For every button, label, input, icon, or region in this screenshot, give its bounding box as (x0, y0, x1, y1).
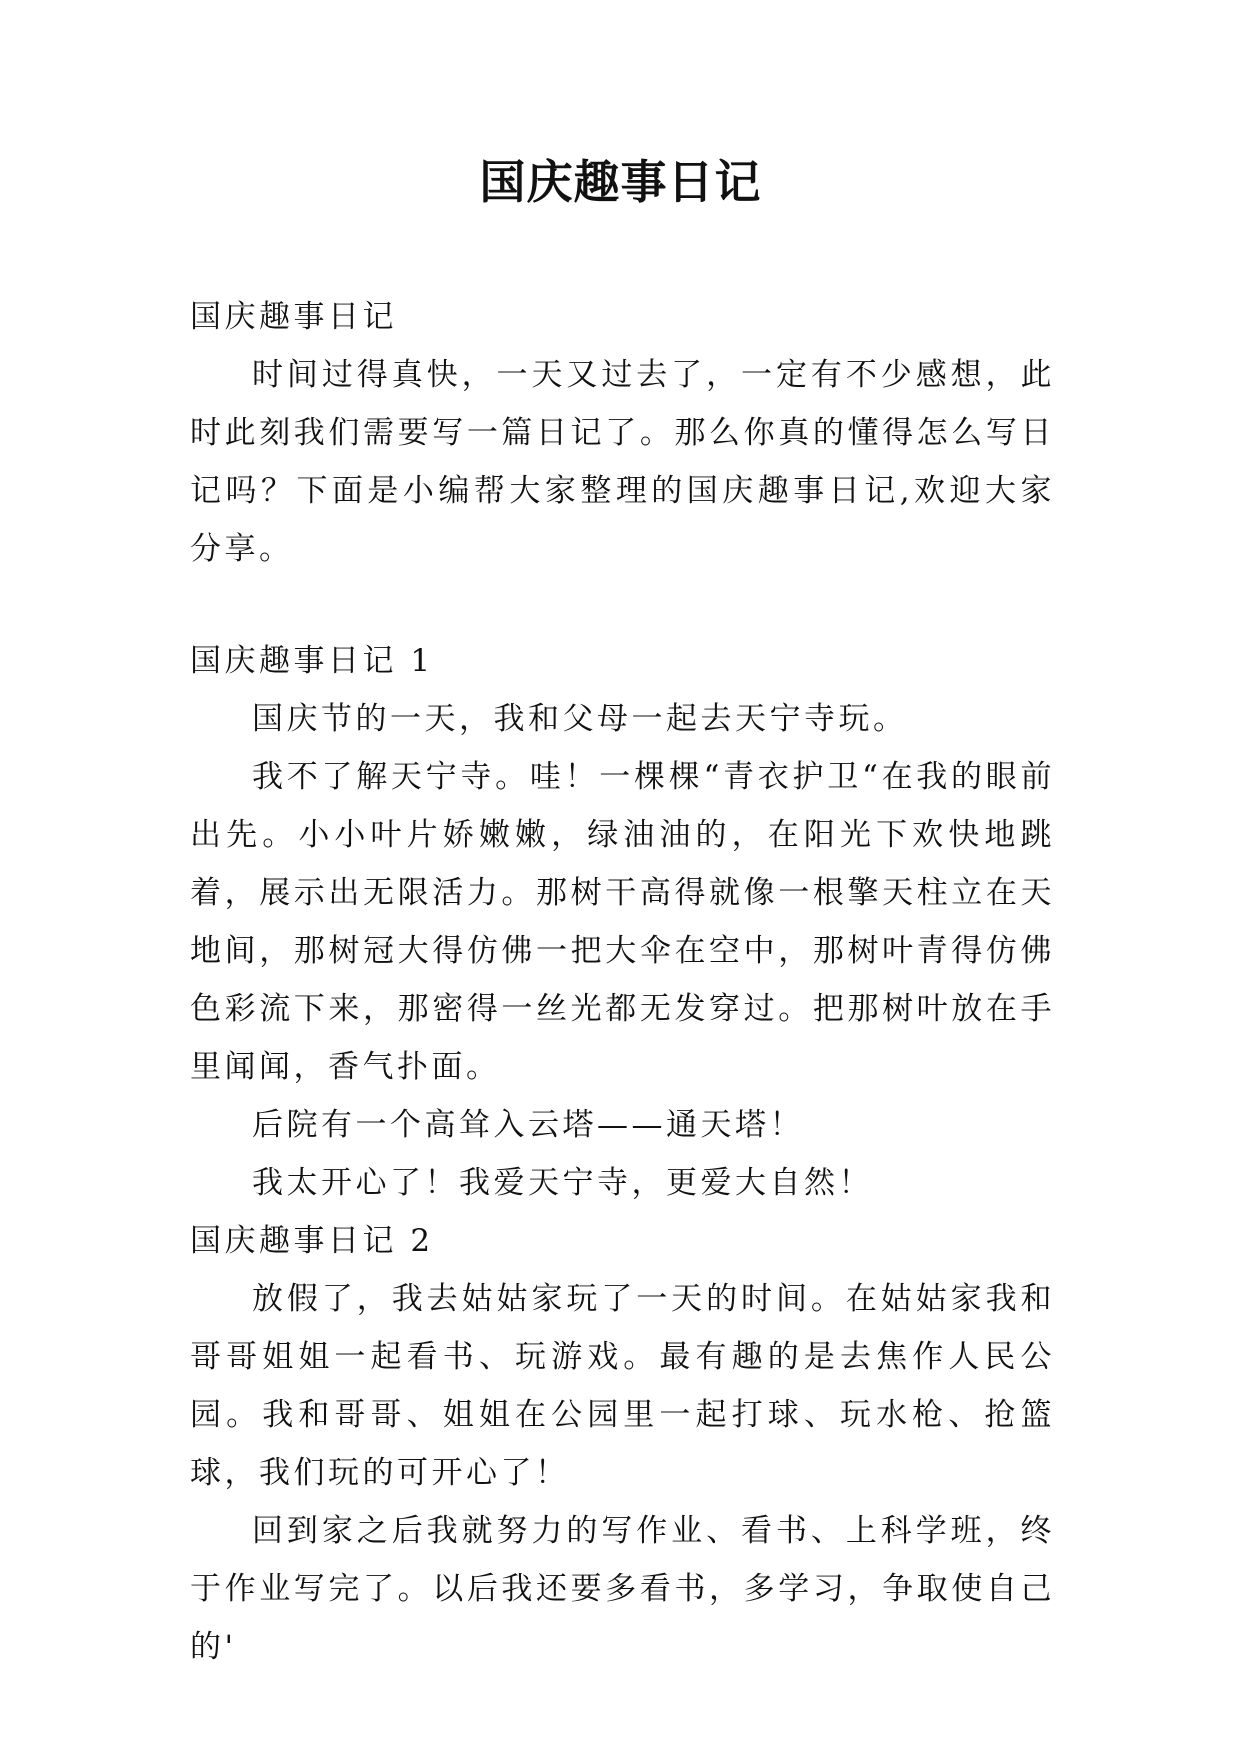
document-title: 国庆趣事日记 (479, 155, 762, 209)
intro-heading: 国庆趣事日记 (190, 299, 397, 335)
document-body (190, 288, 1055, 1676)
section-1-paragraph-4: 我太开心了！我爱天宁寺，更爱大自然！ (252, 1165, 873, 1201)
section-1-heading: 国庆趣事日记 1 (190, 643, 434, 679)
section-2-heading: 国庆趣事日记 2 (190, 1223, 434, 1259)
section-2-paragraph-2: 回到家之后我就努力的写作业、看书、上科学班，终于作业写完了。以后我还要多看书，多学习，争取使自己的' (190, 1513, 1055, 1665)
section-2-paragraph-1: 放假了，我去姑姑家玩了一天的时间。在姑姑家我和哥哥姐姐一起看书、玩游戏。最有趣的是去焦作人民公园。我和哥哥、姐姐在公园里一起打球、玩水枪、抢篮球，我们玩的可开心了！ (190, 1281, 1055, 1491)
section-spacer (190, 578, 1055, 632)
section-1-paragraph-2: 我不了解天宁寺。哇！一棵棵“青衣护卫“在我的眼前出先。小小叶片娇嫩嫩，绿油油的，在阳光下欢快地跳着，展示出无限活力。那树干高得就像一根擎天柱立在天地间，那树冠大得仿佛一把大伞在空中，那树叶青得仿佛色彩流下来，那密得一丝光都无发穿过。把那树叶放在手里闻闻，香气扑面。 (190, 759, 1055, 1085)
section-1-paragraph-3: 后院有一个高耸入云塔——通天塔！ (252, 1107, 804, 1143)
section-1-paragraph-1: 国庆节的一天，我和父母一起去天宁寺玩。 (252, 701, 908, 737)
intro-paragraph: 时间过得真快，一天又过去了，一定有不少感想，此时此刻我们需要写一篇日记了。那么你真的懂得怎么写日记吗？下面是小编帮大家整理的国庆趣事日记,欢迎大家分享。 (190, 357, 1055, 567)
